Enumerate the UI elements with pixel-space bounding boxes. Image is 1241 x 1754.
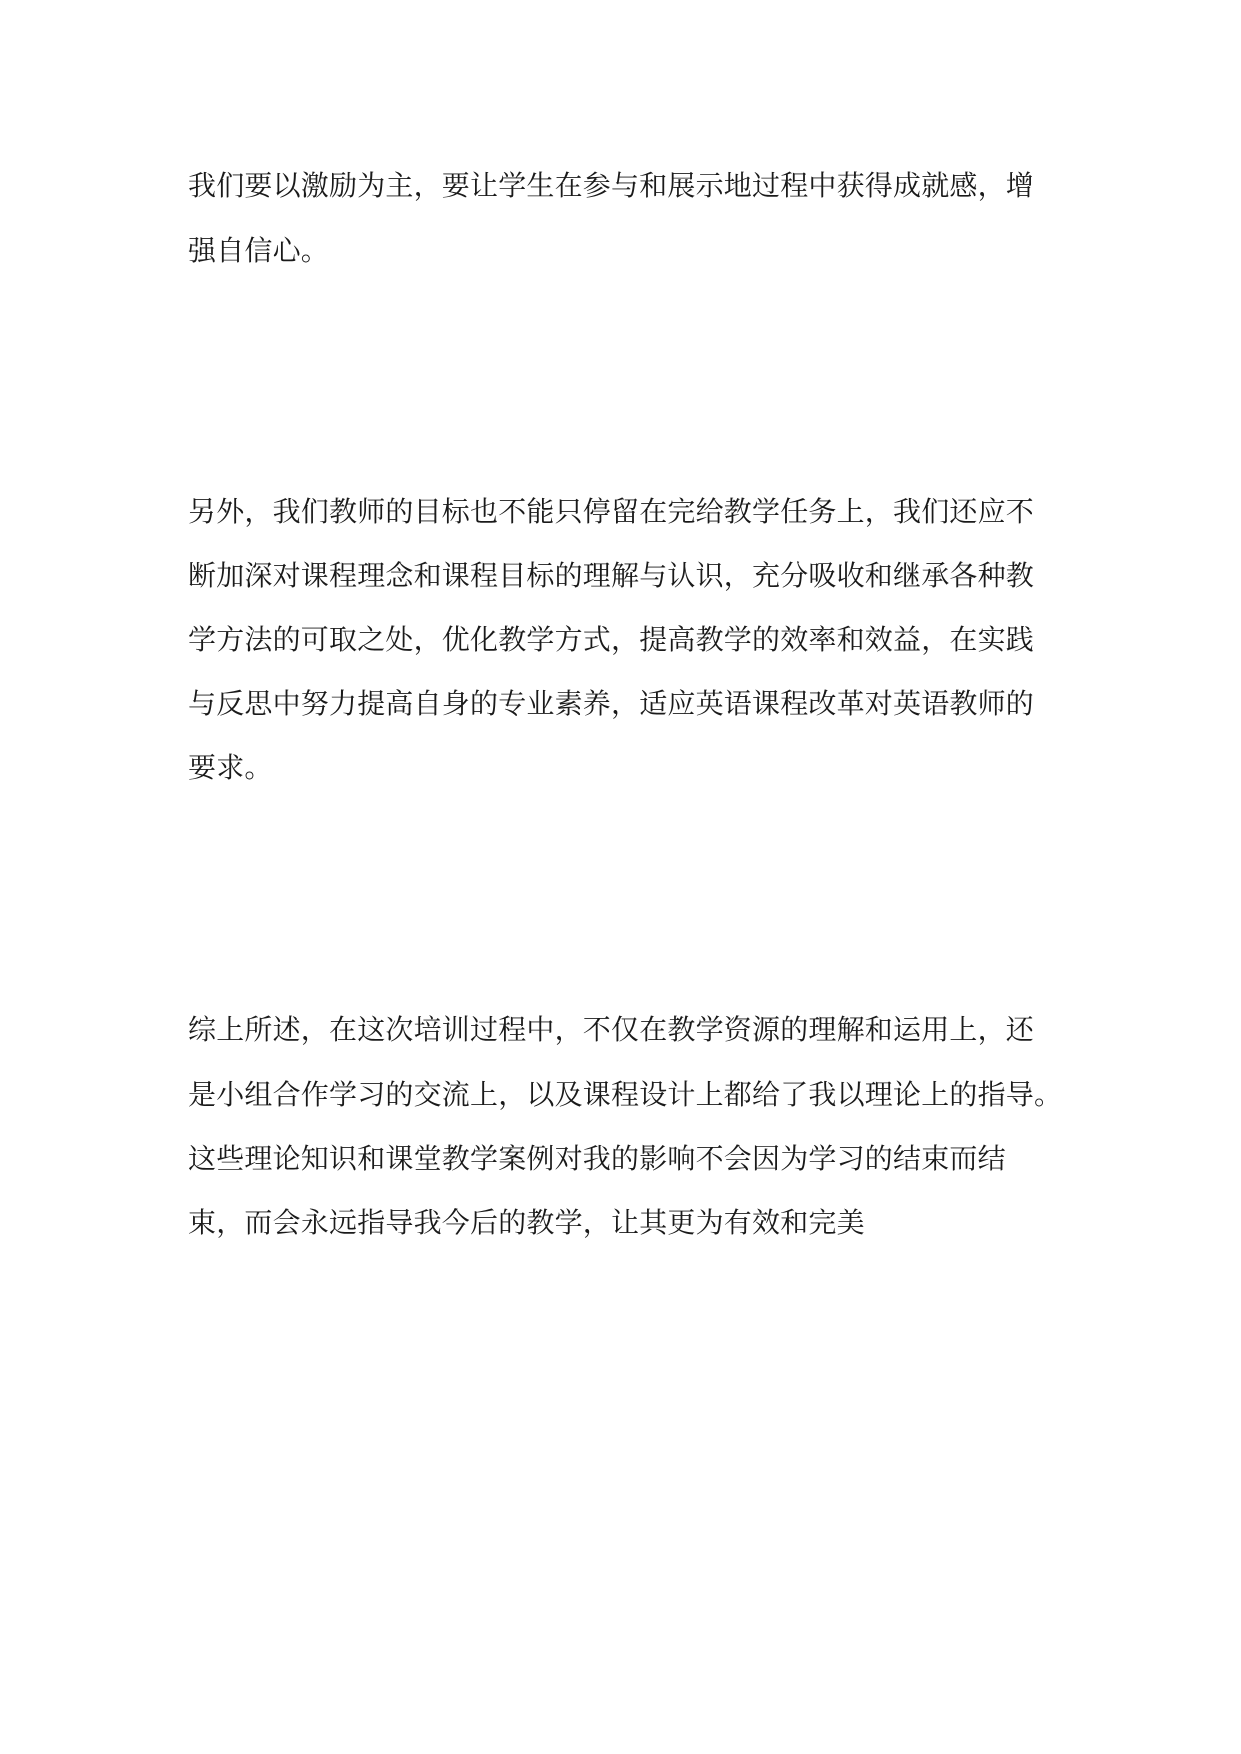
paragraph-line: 是小组合作学习的交流上，以及课程设计上都给了我以理论上的指导。 xyxy=(188,1078,1063,1111)
paragraph-line: 强自信心。 xyxy=(188,234,330,267)
paragraph-line: 与反思中努力提高自身的专业素养，适应英语课程改革对英语教师的 xyxy=(188,687,1035,720)
paragraph-line: 要求。 xyxy=(188,751,273,784)
paragraph-line: 束，而会永远指导我今后的教学，让其更为有效和完美 xyxy=(188,1206,865,1239)
paragraph-line: 断加深对课程理念和课程目标的理解与认识，充分吸收和继承各种教 xyxy=(188,559,1035,592)
paragraph-line: 这些理论知识和课堂教学案例对我的影响不会因为学习的结束而结 xyxy=(188,1142,1006,1175)
paragraph-line: 综上所述，在这次培训过程中，不仅在教学资源的理解和运用上，还 xyxy=(188,1013,1035,1046)
paragraph-line: 学方法的可取之处，优化教学方式，提高教学的效率和效益，在实践 xyxy=(188,623,1035,656)
paragraph-line: 另外，我们教师的目标也不能只停留在完给教学任务上，我们还应不 xyxy=(188,495,1035,528)
paragraph-line: 我们要以激励为主，要让学生在参与和展示地过程中获得成就感，增 xyxy=(188,169,1035,202)
